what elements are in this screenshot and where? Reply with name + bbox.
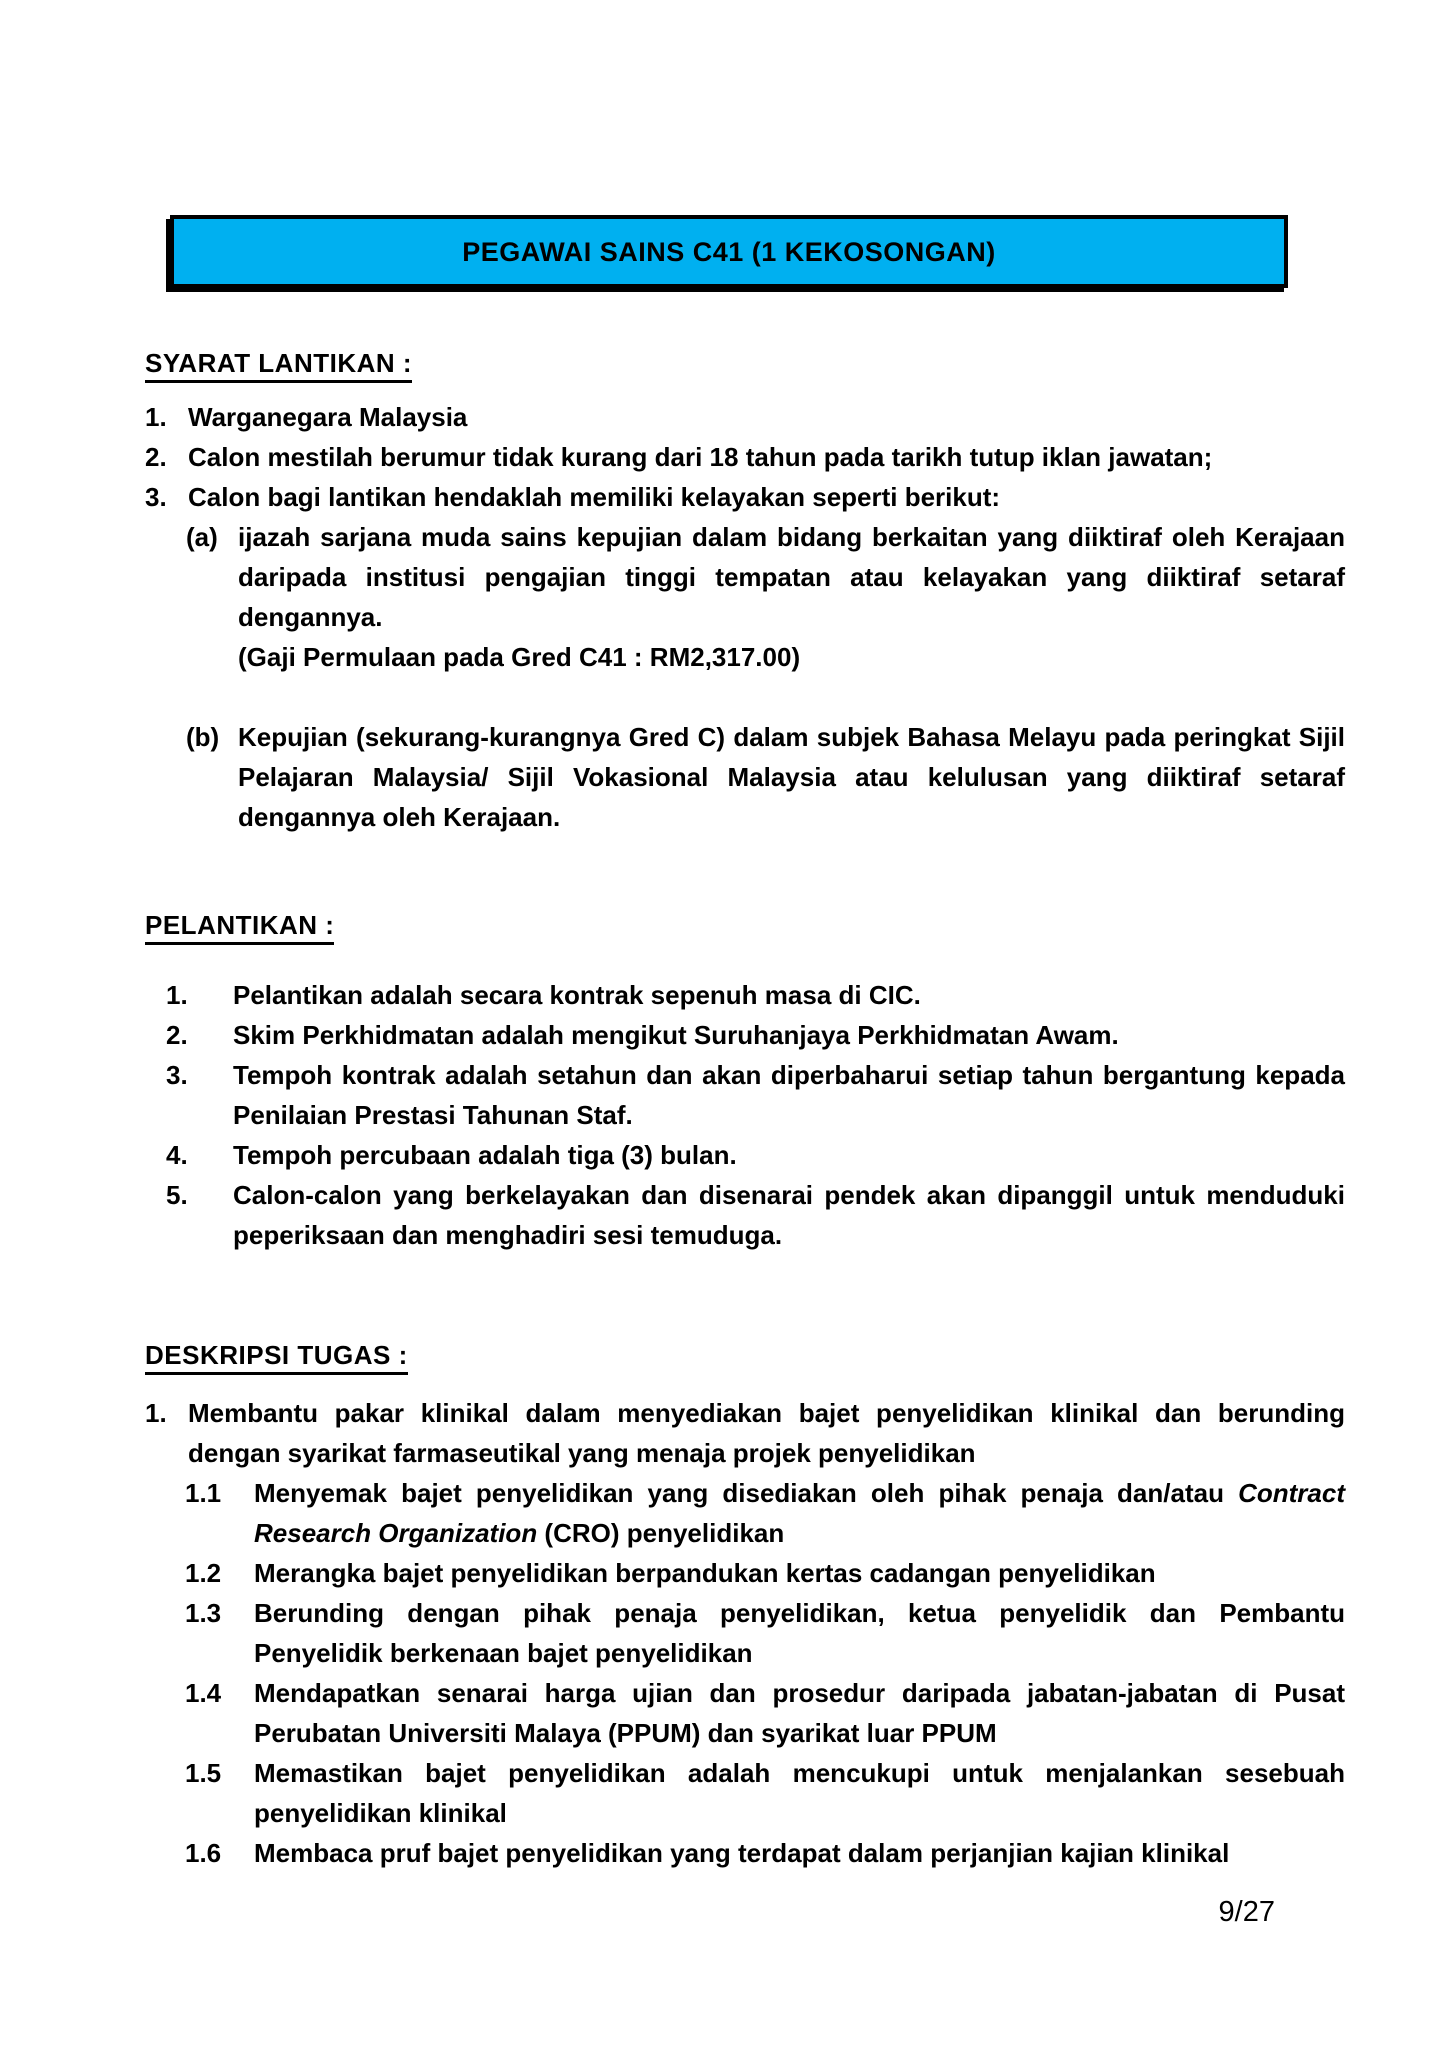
list-item [145,975,1345,1015]
list-item [145,1393,1345,1473]
item-text: Berunding dengan pihak penaja penyelidikan, ketua penyelidik dan Pembantu Penyelidik berkenaan bajet penyelidikan [254,1598,1345,1668]
item-number: 2. [145,442,167,472]
syarat-list [145,397,1345,837]
item-number: 1.1 [185,1478,222,1508]
list-item [145,1175,1345,1255]
list-subitem [185,1833,1345,1873]
list-item [145,1135,1345,1175]
item-text: Membaca pruf bajet penyelidikan yang terdapat dalam perjanjian kajian klinikal [254,1838,1230,1868]
section-heading-syarat-lantikan: SYARAT LANTIKAN : [145,343,1345,383]
item-number: (a) [186,522,218,552]
section-heading-pelantikan: PELANTIKAN : [145,905,1345,945]
item-text: Memastikan bajet penyelidikan adalah mencukupi untuk menjalankan sesebuah penyelidikan klinikal [254,1758,1345,1828]
item-text: Skim Perkhidmatan adalah mengikut Suruhanjaya Perkhidmatan Awam. [233,1020,1119,1050]
salary-note: (Gaji Permulaan pada Gred C41 : RM2,317.00) [238,642,801,672]
item-number: 1.3 [185,1598,222,1628]
list-item [145,1015,1345,1055]
list-item [145,397,1345,437]
list-subitem-b [186,717,1345,837]
deskripsi-list [145,1393,1345,1873]
list-subitem [185,1553,1345,1593]
item-text: Calon-calon yang berkelayakan dan disenarai pendek akan dipanggil untuk menduduki peperiksaan dan menghadiri sesi temuduga. [233,1180,1345,1250]
item-number: 1. [166,980,188,1010]
item-number: 1. [145,1398,167,1428]
section-heading-deskripsi-tugas: DESKRIPSI TUGAS : [145,1335,1345,1375]
item-text: Pelantikan adalah secara kontrak sepenuh masa di CIC. [233,980,921,1010]
list-subitem [185,1593,1345,1673]
item-text: Membantu pakar klinikal dalam menyediakan bajet penyelidikan klinikal dan berunding dengan syarikat farmaseutikal yang menaja projek penyelidikan [188,1398,1345,1468]
item-text: Kepujian (sekurang-kurangnya Gred C) dalam subjek Bahasa Melayu pada peringkat Sijil Pelajaran Malaysia/ Sijil Vokasional Malaysia atau kelulusan yang diiktiraf setaraf dengannya oleh Kerajaan. [238,722,1345,832]
item-text [238,517,1345,677]
subitem-a-paragraph: ijazah sarjana muda sains kepujian dalam bidang berkaitan yang diiktiraf oleh Kerajaan daripada institusi pengajian tinggi tempatan atau kelayakan yang diiktiraf setaraf dengannya. [238,522,1345,632]
item-text: Merangka bajet penyelidikan berpandukan kertas cadangan penyelidikan [254,1558,1156,1588]
item-number: 1.5 [185,1758,222,1788]
subitem-text-before: Menyemak bajet penyelidikan yang disediakan oleh pihak penaja dan/atau [254,1478,1239,1508]
list-item [145,437,1345,477]
item-text: Tempoh percubaan adalah tiga (3) bulan. [233,1140,737,1170]
list-item [145,1055,1345,1135]
list-subitem-a [186,517,1345,677]
list-subitem [185,1473,1345,1553]
item-text: Calon mestilah berumur tidak kurang dari 18 tahun pada tarikh tutup iklan jawatan; [188,442,1213,472]
list-subitem [185,1673,1345,1753]
list-item [145,477,1345,517]
item-number: 4. [166,1140,188,1170]
list-subitem [185,1753,1345,1833]
item-number: 1.2 [185,1558,222,1588]
item-number: 3. [145,482,167,512]
item-number: 1.6 [185,1838,222,1868]
item-text [254,1473,1345,1553]
item-number: 1. [145,402,167,432]
item-text: Warganegara Malaysia [188,402,468,432]
pelantikan-list [145,975,1345,1255]
job-title-banner [170,215,1288,288]
job-title-text: PEGAWAI SAINS C41 (1 KEKOSONGAN) [462,236,996,267]
item-number: 3. [166,1060,188,1090]
item-number: 1.4 [185,1678,222,1708]
item-number: 2. [166,1020,188,1050]
item-text: Mendapatkan senarai harga ujian dan prosedur daripada jabatan-jabatan di Pusat Perubatan Universiti Malaya (PPUM) dan syarikat luar PPUM [254,1678,1345,1748]
subitem-text-after: (CRO) penyelidikan [537,1518,785,1548]
item-number: 5. [166,1180,188,1210]
item-text: Tempoh kontrak adalah setahun dan akan diperbaharui setiap tahun bergantung kepada Penilaian Prestasi Tahunan Staf. [233,1060,1345,1130]
item-text: Calon bagi lantikan hendaklah memiliki kelayakan seperti berikut: [188,482,1001,512]
subitem-text-italic: Contract Research Organization [254,1478,1345,1548]
item-number: (b) [186,722,220,752]
document-content [145,343,1345,1873]
page-number: 9/27 [1218,1896,1275,1928]
